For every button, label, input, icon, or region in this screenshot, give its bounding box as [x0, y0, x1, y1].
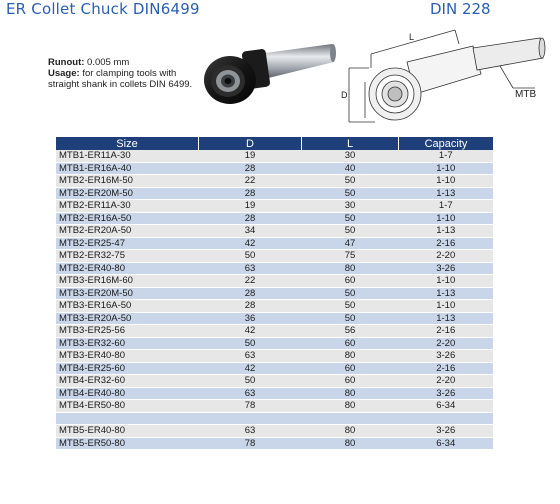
- cell-size: MTB2-ER20A-50: [56, 225, 199, 238]
- table-row: [56, 400, 493, 413]
- table-row: [56, 262, 493, 275]
- callout-label: MTB: [515, 89, 537, 100]
- table-row: [56, 287, 493, 300]
- cell-l: 80: [302, 350, 399, 363]
- cell-size: MTB4-ER32-60: [56, 375, 199, 388]
- cell-capacity: 2-16: [399, 325, 494, 338]
- table-row: [56, 275, 493, 288]
- cell-d: 22: [199, 275, 302, 288]
- column-header-d: D: [199, 137, 302, 150]
- cell-capacity: 2-20: [399, 375, 494, 388]
- table-row: [56, 437, 493, 450]
- cell-capacity: 1-10: [399, 162, 494, 175]
- page-title: ER Collet Chuck DIN6499: [6, 0, 200, 18]
- cell-size: MTB2-ER16A-50: [56, 212, 199, 225]
- cell-capacity: 1-10: [399, 275, 494, 288]
- cell-size: MTB2-ER25-47: [56, 237, 199, 250]
- cell-size: MTB2-ER11A-30: [56, 200, 199, 213]
- cell-d: 50: [199, 375, 302, 388]
- cell-d: 36: [199, 312, 302, 325]
- cell-capacity: 2-20: [399, 250, 494, 263]
- cell-capacity: 1-13: [399, 287, 494, 300]
- cell-d: 28: [199, 187, 302, 200]
- cell-d: 22: [199, 175, 302, 188]
- cell-d: 63: [199, 350, 302, 363]
- cell-capacity: 1-13: [399, 187, 494, 200]
- table-row: [56, 162, 493, 175]
- table-row: [56, 425, 493, 438]
- cell-size: MTB2-ER20M-50: [56, 187, 199, 200]
- cell-l: 30: [302, 200, 399, 213]
- runout-label: Runout:: [48, 57, 85, 68]
- cell-size: MTB2-ER40-80: [56, 262, 199, 275]
- usage-label: Usage:: [48, 68, 80, 79]
- cell-d: 28: [199, 287, 302, 300]
- column-header-l: L: [302, 137, 399, 150]
- table-row: [56, 175, 493, 188]
- cell-l: 50: [302, 300, 399, 313]
- cell-size: MTB2-ER16M-50: [56, 175, 199, 188]
- cell-l: [302, 412, 399, 425]
- table-row: [56, 150, 493, 162]
- technical-drawing: [335, 22, 560, 132]
- cell-capacity: 1-10: [399, 300, 494, 313]
- cell-d: 19: [199, 150, 302, 162]
- cell-size: MTB2-ER32-75: [56, 250, 199, 263]
- cell-l: 80: [302, 437, 399, 450]
- catalog-page-ref: DIN 228: [430, 0, 491, 18]
- cell-size: MTB1-ER11A-30: [56, 150, 199, 162]
- cell-capacity: 1-13: [399, 312, 494, 325]
- runout-line: [48, 57, 198, 68]
- page-header: [0, 0, 560, 22]
- table-row: [56, 300, 493, 313]
- cell-capacity: 2-16: [399, 362, 494, 375]
- cell-l: 50: [302, 287, 399, 300]
- usage-line: [48, 68, 198, 90]
- table-row: [56, 212, 493, 225]
- cell-l: 80: [302, 400, 399, 413]
- table-row-spacer: [56, 412, 493, 425]
- table-header-row: [56, 137, 493, 150]
- product-description: [48, 57, 198, 90]
- table-row: [56, 387, 493, 400]
- cell-l: 75: [302, 250, 399, 263]
- cell-l: 56: [302, 325, 399, 338]
- cell-capacity: 1-13: [399, 225, 494, 238]
- cell-size: MTB3-ER25-56: [56, 325, 199, 338]
- cell-d: 42: [199, 362, 302, 375]
- cell-d: 28: [199, 162, 302, 175]
- cell-l: 47: [302, 237, 399, 250]
- cell-size: MTB3-ER16M-60: [56, 275, 199, 288]
- cell-size: [56, 412, 199, 425]
- cell-l: 80: [302, 262, 399, 275]
- cell-size: MTB3-ER40-80: [56, 350, 199, 363]
- cell-l: 50: [302, 187, 399, 200]
- runout-value: 0.005 mm: [87, 57, 130, 68]
- cell-capacity: 3-26: [399, 387, 494, 400]
- column-header-size: Size: [56, 137, 199, 150]
- cell-d: 19: [199, 200, 302, 213]
- table-row: [56, 225, 493, 238]
- cell-size: MTB4-ER25-60: [56, 362, 199, 375]
- cell-capacity: 1-7: [399, 200, 494, 213]
- cell-capacity: 1-10: [399, 212, 494, 225]
- table-row: [56, 325, 493, 338]
- table-row: [56, 237, 493, 250]
- cell-d: 34: [199, 225, 302, 238]
- cell-size: MTB3-ER16A-50: [56, 300, 199, 313]
- dimension-label-d: D: [341, 90, 348, 100]
- column-header-capacity: Capacity: [399, 137, 494, 150]
- dimension-label-l: L: [409, 32, 415, 42]
- table-row: [56, 350, 493, 363]
- cell-l: 50: [302, 212, 399, 225]
- cell-capacity: 3-26: [399, 262, 494, 275]
- table-row: [56, 187, 493, 200]
- cell-l: 50: [302, 225, 399, 238]
- usage-value: for clamping tools with straight shank in collets DIN 6499.: [48, 68, 193, 90]
- cell-d: 63: [199, 262, 302, 275]
- cell-l: 80: [302, 425, 399, 438]
- cell-capacity: [399, 412, 494, 425]
- cell-l: 50: [302, 175, 399, 188]
- cell-l: 60: [302, 362, 399, 375]
- cell-l: 60: [302, 337, 399, 350]
- product-photo: [200, 28, 340, 116]
- cell-d: 50: [199, 337, 302, 350]
- cell-capacity: 3-26: [399, 350, 494, 363]
- cell-d: 28: [199, 212, 302, 225]
- cell-size: MTB3-ER20A-50: [56, 312, 199, 325]
- cell-capacity: 3-26: [399, 425, 494, 438]
- table-row: [56, 250, 493, 263]
- table-row: [56, 337, 493, 350]
- specs-table: [56, 137, 493, 450]
- cell-capacity: 1-7: [399, 150, 494, 162]
- cell-d: 42: [199, 237, 302, 250]
- cell-capacity: 1-10: [399, 175, 494, 188]
- table-row: [56, 200, 493, 213]
- cell-l: 40: [302, 162, 399, 175]
- cell-l: 60: [302, 275, 399, 288]
- table-body: [56, 150, 493, 450]
- cell-l: 60: [302, 375, 399, 388]
- cell-size: MTB5-ER50-80: [56, 437, 199, 450]
- cell-d: [199, 412, 302, 425]
- cell-size: MTB1-ER16A-40: [56, 162, 199, 175]
- cell-d: 78: [199, 400, 302, 413]
- cell-l: 80: [302, 387, 399, 400]
- cell-capacity: 2-16: [399, 237, 494, 250]
- table-row: [56, 362, 493, 375]
- cell-size: MTB5-ER40-80: [56, 425, 199, 438]
- cell-d: 42: [199, 325, 302, 338]
- cell-size: MTB4-ER50-80: [56, 400, 199, 413]
- cell-size: MTB3-ER20M-50: [56, 287, 199, 300]
- cell-d: 50: [199, 250, 302, 263]
- table-row: [56, 312, 493, 325]
- cell-l: 50: [302, 312, 399, 325]
- cell-l: 30: [302, 150, 399, 162]
- cell-capacity: 2-20: [399, 337, 494, 350]
- cell-capacity: 6-34: [399, 437, 494, 450]
- cell-size: MTB3-ER32-60: [56, 337, 199, 350]
- cell-d: 78: [199, 437, 302, 450]
- cell-d: 63: [199, 387, 302, 400]
- cell-d: 28: [199, 300, 302, 313]
- table-row: [56, 375, 493, 388]
- cell-capacity: 6-34: [399, 400, 494, 413]
- cell-d: 63: [199, 425, 302, 438]
- cell-size: MTB4-ER40-80: [56, 387, 199, 400]
